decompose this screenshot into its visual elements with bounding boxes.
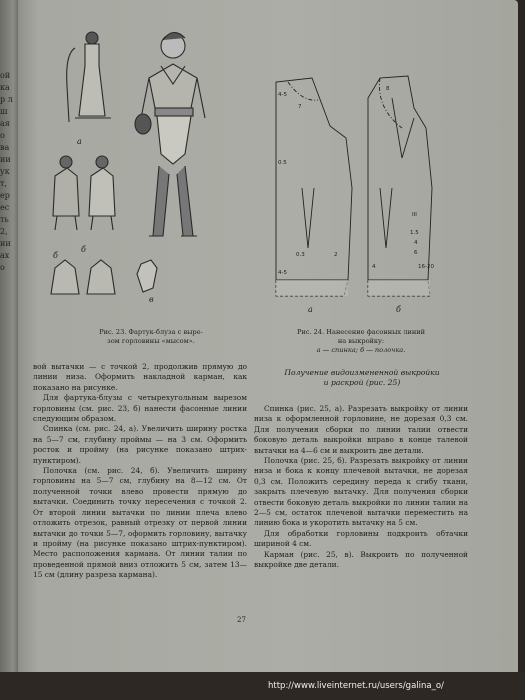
figure-23-caption	[66, 328, 236, 346]
fig24-num-8: 4	[414, 240, 418, 246]
fig24-num-1: 7	[298, 104, 302, 110]
fig23-label-b1: б	[81, 245, 86, 254]
fig24-num-4: 2	[334, 252, 338, 258]
right-paragraph-4: Карман (рис. 25, в). Выкроить по полученной выкройке две детали.	[254, 549, 468, 570]
fig24-num-5: 8	[386, 86, 390, 92]
fig24-num-10: 16-20	[418, 264, 434, 270]
fig24-label-b: б	[396, 305, 401, 314]
fig24-num-12: 4-5	[278, 270, 287, 276]
gutter-text: ой ка р л ш ая о ва ии ук т, ер ес ть 2, ии ах о	[0, 71, 13, 272]
fig24-label-a: а	[308, 305, 313, 314]
fig24-caption-line3: а — спинка; б — полочка.	[316, 346, 406, 354]
fig23-label-a: а	[77, 137, 82, 146]
page-number: 27	[237, 616, 246, 624]
fig24-num-7: 1.5	[410, 230, 419, 236]
fig23-caption-line2: зом горловины «мысом».	[107, 337, 195, 345]
fig23-caption-line1: Рис. 23. Фартук-блуза с выре-	[99, 328, 203, 336]
fig23-label-b2: б	[53, 251, 58, 260]
right-paragraph-1: Спинка (рис. 25, а). Разрезать выкройку от линии низа к оформленной горловине, не дорезая 0,3 см. Для получения сборки по линии талии отвести боковую деталь выкройки вправо в конце талевой вытачки на 4—6 см и выкроить две детали.	[254, 404, 468, 455]
fig23-label-v: в	[149, 295, 154, 304]
background-surface	[0, 672, 525, 700]
left-paragraph-1: вой вытачки — с точкой 2, продолжив прямую до линии низа. Оформить накладной карман, как показано на рисунке.	[33, 362, 247, 392]
figure-24-caption	[276, 328, 446, 355]
left-text-column	[33, 362, 247, 581]
fig24-num-6: III	[412, 212, 417, 218]
left-paragraph-2: Для фартука-блузы с четырехугольным вырезом горловины (см. рис. 23, б) нанести фасонные линии следующим образом.	[33, 393, 247, 424]
figure-24-pattern	[268, 68, 443, 318]
fig24-caption-line1: Рис. 24. Нанесение фасонных линий	[296, 328, 426, 336]
section-heading	[262, 368, 462, 388]
fig24-num-0: 4-5	[278, 92, 287, 98]
right-paragraph-2: Полочка (рис. 25, б). Разрезать выкройку от линии низа и бока к концу плечевой вытачки, не дорезая 0,3 см. Положить середину переда к сгибу ткани, закрыть плечевую вытачку. Для получения сборки отвести боковую деталь выкройки по линии талии на 2—5 см, остаток плечевой вытачки переместить на линию бока и укоротить вытачку на 5 см.	[254, 456, 468, 528]
watermark: http://www.liveinternet.ru/users/galina_o/	[268, 681, 444, 691]
figure-23-illustration	[45, 26, 245, 316]
left-paragraph-4: Полочка (см. рис. 24, б). Увеличить ширину горловины на 5—7 см, глубину на 8—12 см. От полученной точки влево провести прямую до вытачки. Соединить точку пересечения с точкой 2. От второй линии вытачки по линии плеча влево отложить отрезок, равный отрезку от первой линии вытачки до точки 5—7, оформить горловину, вытачку и пройму (на рисунке показано штрих-пунктиром). Место расположения кармана. От линии талии по проведенной прямой вниз отложить 5 см, затем 13—15 см (длину разреза кармана).	[33, 466, 247, 580]
fig24-num-2: 0.5	[278, 160, 287, 166]
heading-line2: и раскрой (рис. 25)	[323, 378, 401, 387]
fig24-caption-line2: на выкройку:	[337, 337, 385, 345]
fig24-num-3: 0.3	[296, 252, 305, 258]
fig24-num-11: 4	[372, 264, 376, 270]
left-paragraph-3: Спинка (см. рис. 24, а). Увеличить ширину ростка на 5—7 см, глубину проймы — на 3 см. Оформить росток и пройму (на рисунке показано штрих-пунктиром).	[33, 424, 247, 465]
right-paragraph-3: Для обработки горловины подкроить обтачки шириной 4 см.	[254, 528, 468, 549]
right-text-column	[254, 404, 468, 571]
fig24-num-9: 6	[414, 250, 418, 256]
heading-line1: Получение видоизмененной выкройки	[284, 368, 440, 377]
